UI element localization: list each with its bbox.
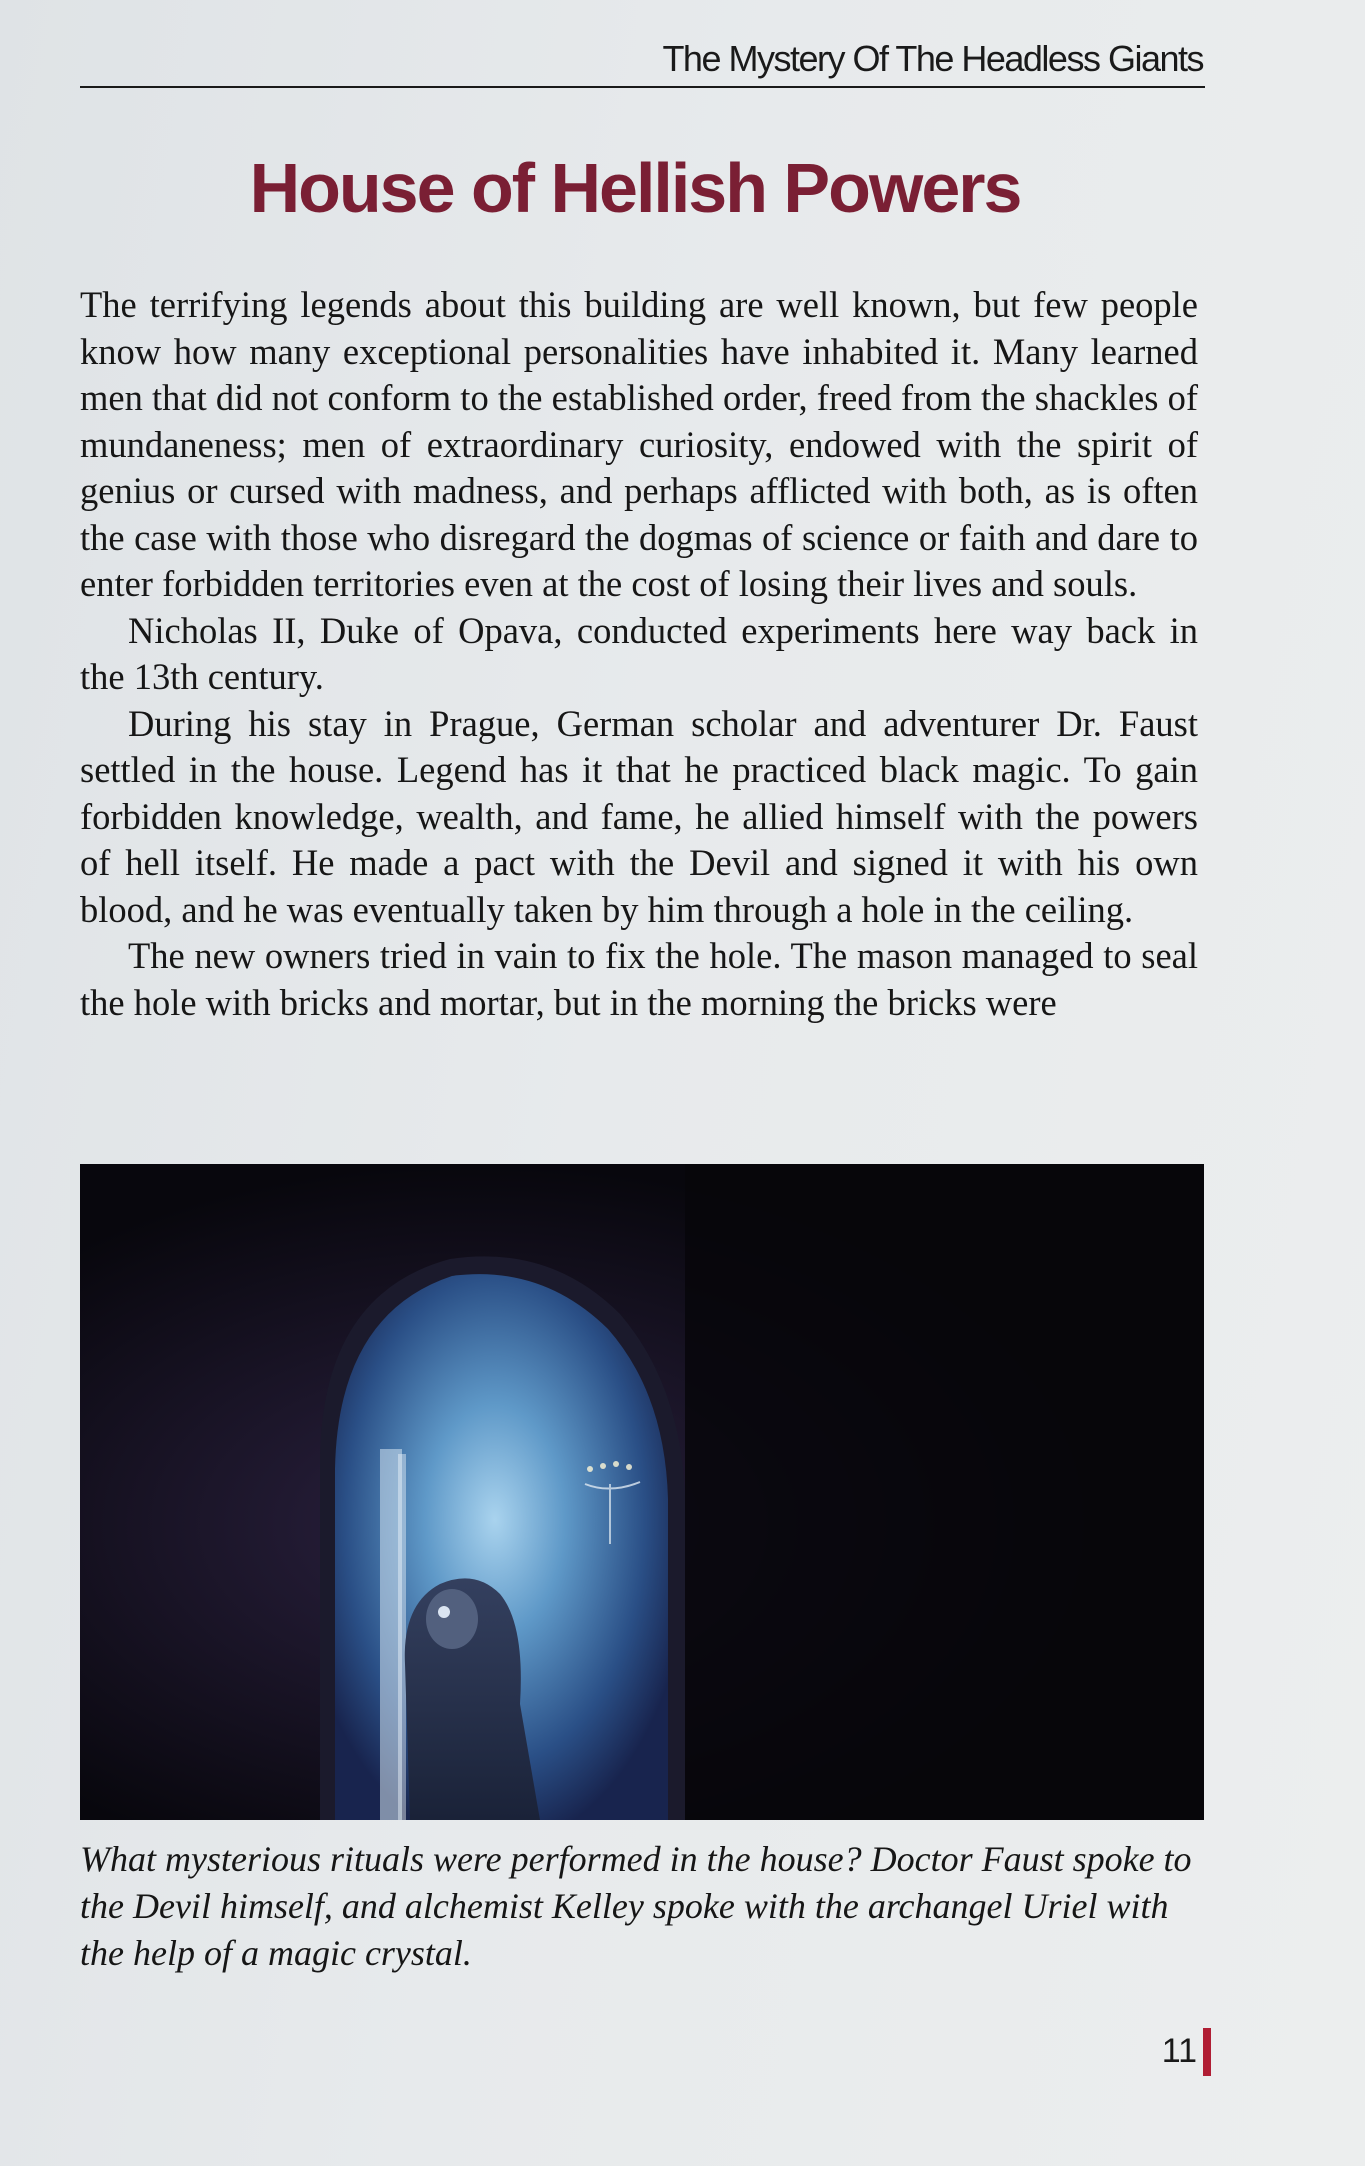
- paragraph: Nicholas II, Duke of Opava, conducted experiments here way back in the 13th century.: [80, 609, 1198, 697]
- chapter-title: House of Hellish Powers: [249, 149, 1021, 227]
- figure-caption: What mysterious rituals were performed in the house? Doctor Faust spoke to the Devil himself, and alchemist Kelley spoke with the archangel Uriel with the help of a magic crystal.: [80, 1839, 1192, 1973]
- page-number: 11: [1161, 2032, 1197, 2070]
- page-number-accent-bar: [1203, 2028, 1211, 2076]
- article-body: [80, 282, 1198, 1026]
- illustration-photo: [80, 1164, 1204, 1820]
- running-header-title: The Mystery Of The Headless Giants: [662, 38, 1203, 79]
- paragraph: The new owners tried in vain to fix the hole. The mason managed to seal the hole with bricks and mortar, but in the morning the bricks were: [80, 935, 1198, 1023]
- paragraph: The terrifying legends about this building are well known, but few people know how many exceptional personalities have inhabited it. Many learned men that did not conform to the established order, freed from the shackles of mundaneness; men of extraordinary curiosity, endowed with the spirit of genius or cursed with madness, and perhaps afflicted with both, as is often the case with those who disregard the dogmas of science or faith and dare to enter forbidden territories even at the cost of losing their lives and souls.: [80, 284, 1198, 604]
- running-header: [80, 28, 1205, 88]
- paragraph: During his stay in Prague, German scholar and adventurer Dr. Faust settled in the house. Legend has it that he practiced black magic. To gain forbidden knowledge, wealth, and fame, he allied himself with the powers of hell itself. He made a pact with the Devil and signed it with his own blood, and he was eventually taken by him through a hole in the ceiling.: [80, 702, 1198, 930]
- dark-arched-doorway-illustration: [80, 1164, 1204, 1820]
